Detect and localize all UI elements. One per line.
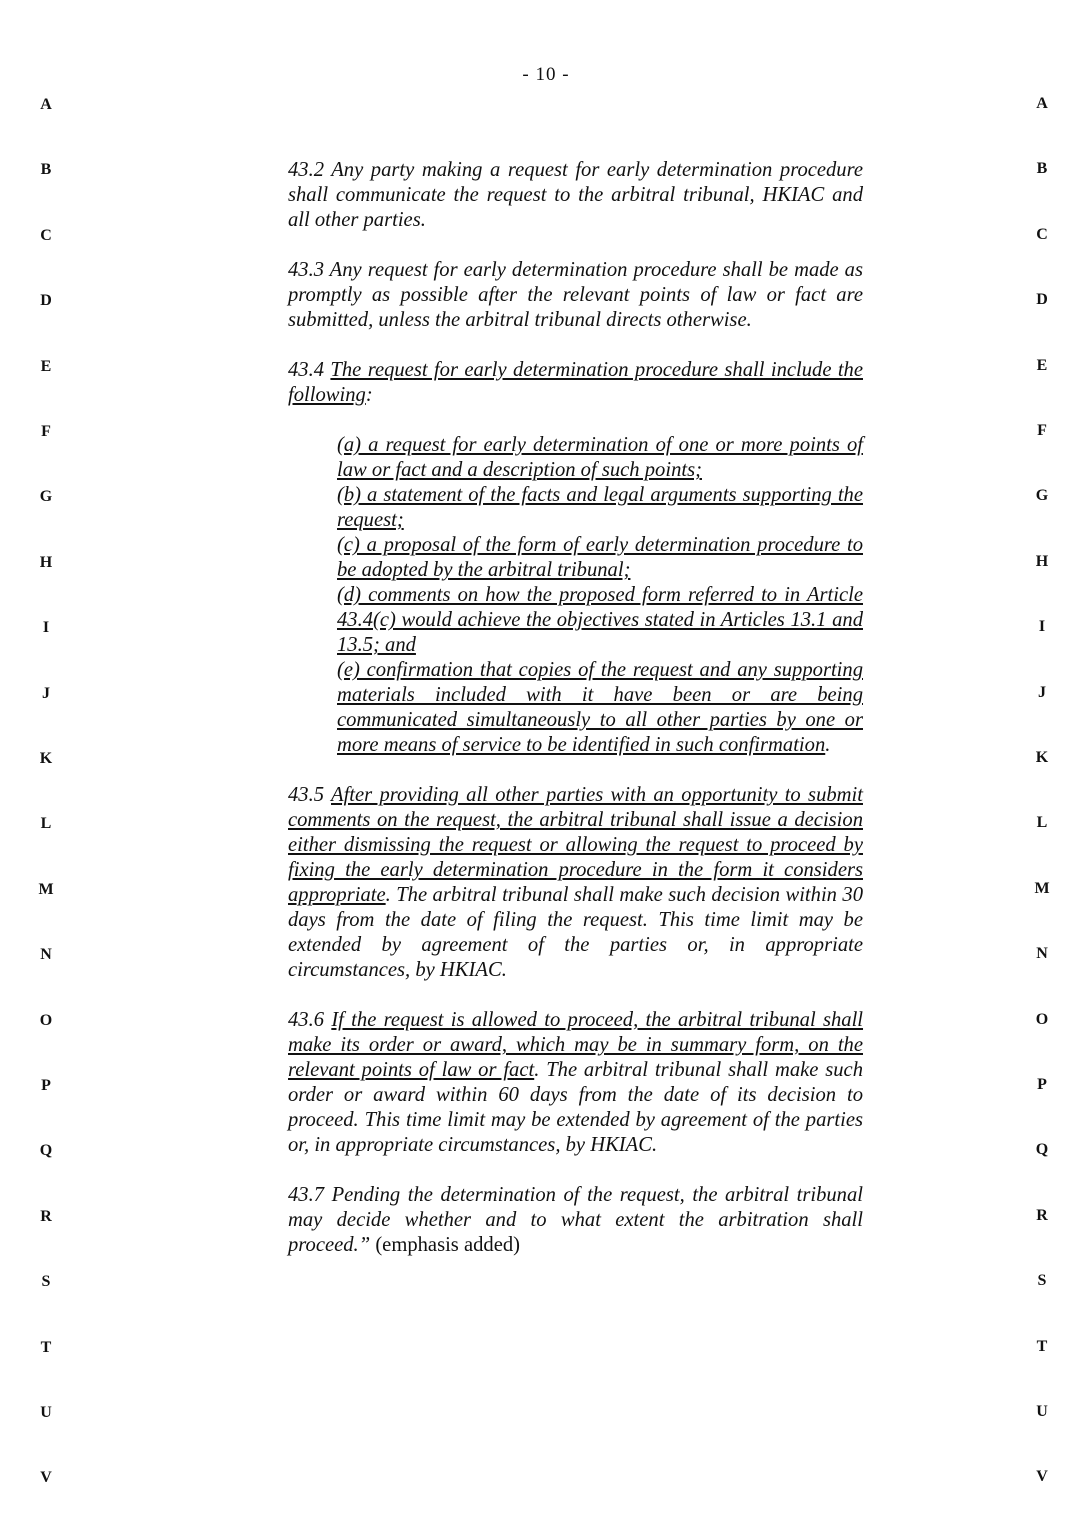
margin-letter-right: O	[1035, 1011, 1049, 1028]
margin-letter-right: Q	[1035, 1141, 1049, 1158]
margin-letter-left: M	[38, 881, 54, 898]
underlined-text: (e) confirmation that copies of the request and any supporting materials included with it have been or are being communicated simultaneously to all other parties by one or more means of service to be identified in such confirmation	[337, 659, 863, 756]
margin-letter-right: K	[1035, 749, 1049, 766]
margin-letter-right: L	[1036, 814, 1048, 831]
margin-letter-left: C	[40, 227, 52, 244]
list-item-tail: .	[825, 734, 831, 756]
margin-letter-left: A	[40, 96, 52, 113]
margin-letter-left: I	[42, 619, 50, 636]
margin-letter-right: T	[1036, 1338, 1048, 1355]
underlined-text: (a) a request for early determination of one or more points of law or fact and a description of such points;	[337, 434, 863, 481]
margin-letter-left: J	[42, 685, 50, 702]
paragraph-tail: . The arbitral tribunal shall make such order or award within 60 days from the date of its decision to proceed. This time limit may be extended by agreement of the parties or, in appropriate circumstances, by HKIAC.	[288, 1059, 863, 1156]
underlined-text: (b) a statement of the facts and legal arguments supporting the request;	[337, 484, 863, 531]
paragraph-number: 43.6	[288, 1009, 332, 1031]
margin-letter-left: V	[40, 1469, 52, 1486]
margin-letter-left: N	[40, 946, 52, 963]
margin-letter-left: H	[39, 554, 53, 571]
underlined-text: (c) a proposal of the form of early determination procedure to be adopted by the arbitral tribunal;	[337, 534, 863, 581]
paragraph-43-4	[288, 358, 863, 408]
page-number: - 10 -	[522, 64, 570, 85]
margin-letter-right: B	[1036, 160, 1048, 177]
margin-letter-right: C	[1036, 226, 1048, 243]
margin-letter-right: J	[1038, 684, 1046, 701]
margin-letter-right: M	[1034, 880, 1050, 897]
margin-letter-right: P	[1037, 1076, 1047, 1093]
paragraph-43-2: 43.2 Any party making a request for early determination procedure shall communicate the request to the arbitral tribunal, HKIAC and all other parties.	[288, 159, 863, 231]
paragraph-tail: :	[365, 384, 373, 406]
margin-letter-left: U	[40, 1404, 52, 1421]
margin-letter-right: H	[1035, 553, 1049, 570]
emphasis-note: (emphasis added)	[370, 1234, 520, 1256]
list-item	[337, 533, 863, 583]
margin-letter-left: F	[41, 423, 51, 440]
paragraph-number: 43.4	[288, 359, 331, 381]
underlined-text: (d) comments on how the proposed form referred to in Article 43.4(c) would achieve the objectives stated in Articles 13.1 and 13.5; and	[337, 584, 863, 656]
margin-letter-right: S	[1037, 1272, 1047, 1289]
margin-letter-left: D	[40, 292, 52, 309]
margin-letter-left: K	[39, 750, 53, 767]
margin-letter-left: G	[39, 488, 53, 505]
margin-letter-left: O	[39, 1012, 53, 1029]
margin-letter-left: Q	[39, 1142, 53, 1159]
margin-letter-right: F	[1037, 422, 1047, 439]
list-item	[337, 583, 863, 658]
left-margin-letters	[26, 0, 66, 1528]
margin-letter-right: U	[1036, 1403, 1048, 1420]
paragraph-text: 43.7 Pending the determination of the request, the arbitral tribunal may decide whether and to what extent the arbitration shall proceed.”	[288, 1184, 863, 1256]
margin-letter-left: S	[41, 1273, 51, 1290]
list-item	[337, 483, 863, 533]
margin-letter-right: E	[1036, 357, 1048, 374]
margin-letter-left: B	[40, 161, 52, 178]
list-item	[337, 433, 863, 483]
underlined-text: After providing all other parties with an opportunity to submit comments on the request, the arbitral tribunal shall issue a decision either dismissing the request or allowing the request to proceed by fixing the early determination procedure in the form it considers appropriate	[288, 784, 863, 906]
margin-letter-right: G	[1035, 487, 1049, 504]
margin-letter-left: R	[40, 1208, 52, 1225]
margin-letter-right: D	[1036, 291, 1048, 308]
margin-letter-right: V	[1036, 1468, 1048, 1485]
paragraph-43-6	[288, 1008, 863, 1158]
margin-letter-right: R	[1036, 1207, 1048, 1224]
margin-letter-left: E	[40, 358, 52, 375]
margin-letter-left: P	[41, 1077, 51, 1094]
right-margin-letters	[1022, 0, 1062, 1528]
paragraph-43-7	[288, 1183, 863, 1258]
underlined-text: The request for early determination procedure shall include the following	[288, 359, 863, 406]
margin-letter-left: T	[40, 1339, 52, 1356]
margin-letter-right: I	[1038, 618, 1046, 635]
paragraph-tail: . The arbitral tribunal shall make such decision within 30 days from the date of filing the request. This time limit may be extended by agreement of the parties or, in appropriate circumstances, by HKIAC.	[288, 884, 863, 981]
paragraph-43-4-list	[337, 433, 863, 758]
margin-letter-right: A	[1036, 95, 1048, 112]
paragraph-43-3: 43.3 Any request for early determination procedure shall be made as promptly as possible after the relevant points of law or fact are submitted, unless the arbitral tribunal directs otherwise.	[288, 259, 863, 331]
document-body	[288, 158, 863, 1283]
margin-letter-left: L	[40, 815, 52, 832]
paragraph-43-5	[288, 783, 863, 983]
underlined-text: If the request is allowed to proceed, the arbitral tribunal shall make its order or award, which may be in summary form, on the relevant points of law or fact	[288, 1009, 864, 1081]
paragraph-number: 43.5	[288, 784, 331, 806]
margin-letter-right: N	[1036, 945, 1048, 962]
list-item	[337, 658, 863, 758]
